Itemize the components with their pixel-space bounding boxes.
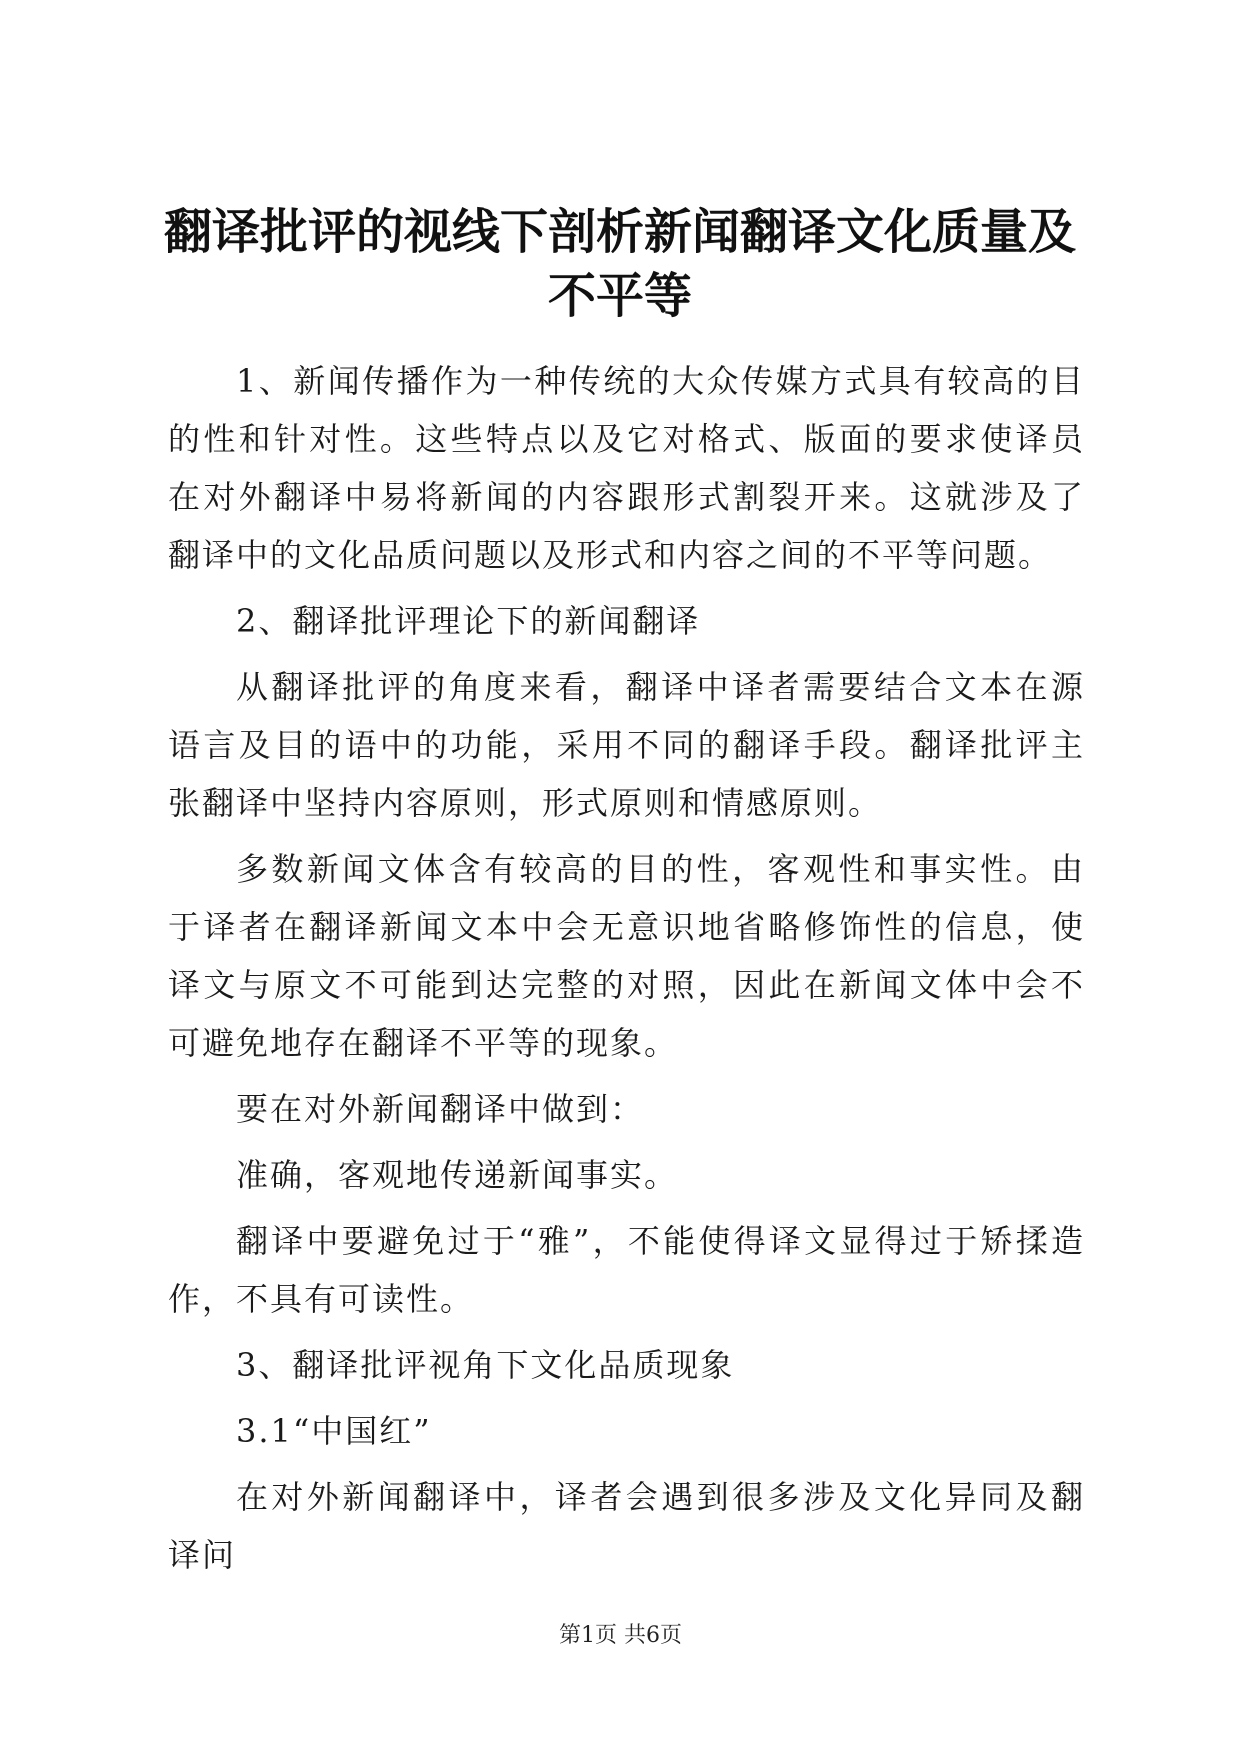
subsection-heading: 3.1“中国红” xyxy=(236,1412,432,1450)
paragraph: 要在对外新闻翻译中做到： xyxy=(236,1090,645,1128)
document-title: 翻译批评的视线下剖析新闻翻译文化质量及不平等 xyxy=(163,204,1076,324)
document-body xyxy=(168,352,1085,1592)
paragraph: 翻译中要避免过于“雅”，不能使得译文显得过于矫揉造作，不具有可读性。 xyxy=(168,1222,1085,1318)
page-number-footer: 第1页 共6页 xyxy=(559,1623,682,1648)
paragraph: 在对外新闻翻译中，译者会遇到很多涉及文化异同及翻译问 xyxy=(168,1478,1085,1574)
paragraph: 多数新闻文体含有较高的目的性，客观性和事实性。由于译者在翻译新闻文本中会无意识地省略修饰性的信息，使译文与原文不可能到达完整的对照，因此在新闻文体中会不可避免地存在翻译不平等的现象。 xyxy=(168,850,1085,1062)
paragraph: 从翻译批评的角度来看，翻译中译者需要结合文本在源语言及目的语中的功能，采用不同的翻译手段。翻译批评主张翻译中坚持内容原则，形式原则和情感原则。 xyxy=(168,668,1085,822)
section-heading: 3、翻译批评视角下文化品质现象 xyxy=(236,1346,735,1384)
section-heading: 2、翻译批评理论下的新闻翻译 xyxy=(236,602,701,640)
paragraph: 1、新闻传播作为一种传统的大众传媒方式具有较高的目的性和针对性。这些特点以及它对格式、版面的要求使译员在对外翻译中易将新闻的内容跟形式割裂开来。这就涉及了翻译中的文化品质问题以及形式和内容之间的不平等问题。 xyxy=(168,362,1085,574)
paragraph: 准确，客观地传递新闻事实。 xyxy=(236,1156,679,1194)
